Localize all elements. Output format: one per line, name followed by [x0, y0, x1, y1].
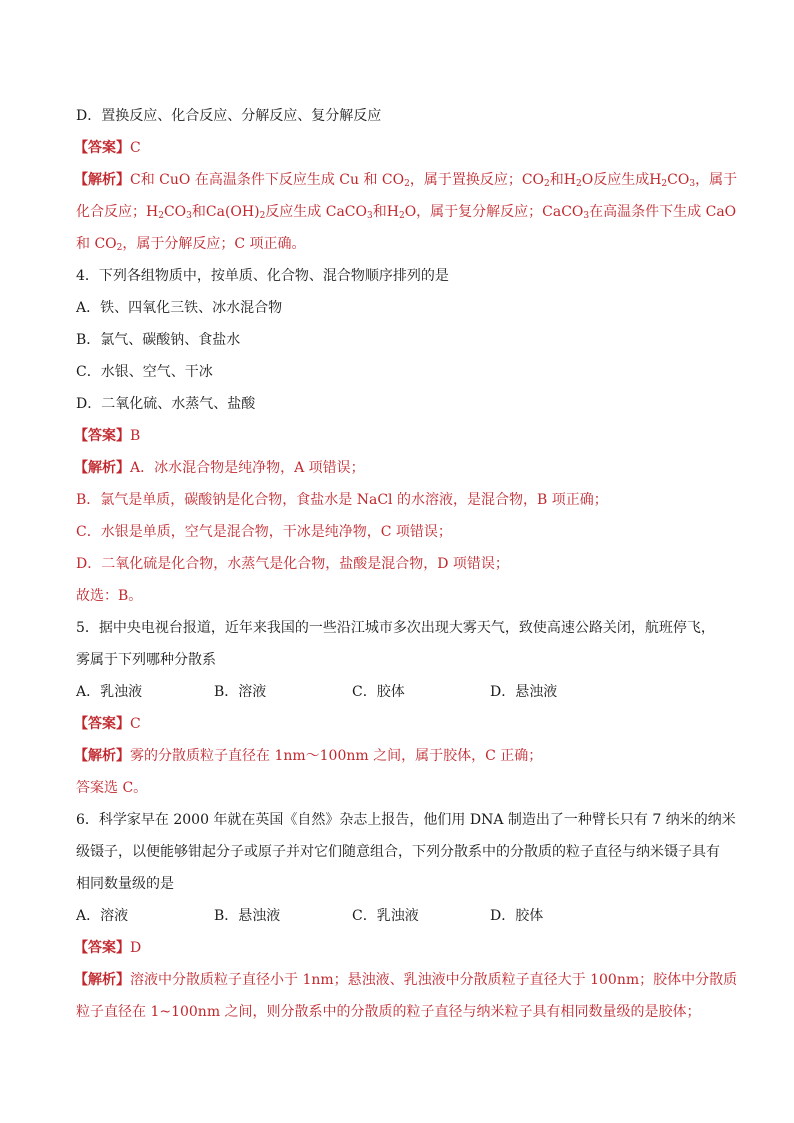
q5-options — [76, 676, 726, 708]
q4-conclusion: 故选：B。 — [76, 588, 143, 604]
q4-analysis-d: D．二氧化硫是化合物，水蒸气是化合物，盐酸是混合物，D 项错误； — [76, 556, 509, 572]
q4-answer — [76, 420, 726, 452]
q6-option-c: C．乳浊液 — [352, 908, 419, 924]
q6-analysis-line-2: 粒子直径在 1~100nm 之间，则分散系中的分散质的粒子直径与纳米粒子具有相同数量级的是胶体； — [76, 1004, 701, 1020]
q6-analysis-line-1 — [74, 964, 738, 996]
q4-analysis-c: C．水银是单质，空气是混合物，干冰是纯净物，C 项错误； — [76, 524, 452, 540]
answer-value: B — [130, 428, 141, 444]
answer-tag: 【答案】 — [74, 428, 130, 444]
answer-value: D — [130, 940, 142, 956]
answer-tag: 【答案】 — [74, 716, 130, 732]
text-run: ，属于分解反应；C 项正确。 — [122, 236, 306, 252]
text-run: A．冰水混合物是纯净物，A 项错误； — [130, 460, 365, 476]
text-run: 和 CO — [76, 236, 117, 252]
q6-stem-line-2: 级镊子，以便能够钳起分子或原子并对它们随意组合，下列分散系中的分散质的粒子直径与纳米镊子具有 — [76, 844, 720, 860]
text-run: 溶液中分散质粒子直径小于 1nm；悬浊液、乳浊液中分散质粒子直径大于 100nm；胶体中分散质 — [130, 972, 738, 988]
text-run: O，属于复分解反应；CaCO — [404, 204, 584, 220]
q5-conclusion: 答案选 C。 — [76, 780, 148, 796]
text-run: CO — [667, 172, 690, 188]
analysis-tag: 【解析】 — [74, 748, 130, 764]
text-run: ，属于 — [695, 172, 738, 188]
q5-option-c: C．胶体 — [352, 684, 405, 700]
q4-option-a: A．铁、四氧化三铁、冰水混合物 — [76, 300, 283, 316]
q5-stem-line-2: 雾属于下列哪种分散系 — [76, 652, 216, 668]
q3-analysis-line-1: 【解析】C和 CuO 在高温条件下反应生成 Cu 和 $CO_2$，属于置换反应；$CO_2$和$H_2O$反应生成$H_2CO_3$，属于 — [74, 172, 738, 189]
q6-option-a: A．溶液 — [76, 908, 129, 924]
q4-analysis-b: B．氯气是单质，碳酸钠是化合物，食盐水是 NaCl 的水溶液，是混合物，B 项正确； — [76, 492, 608, 508]
q6-answer — [76, 932, 726, 964]
analysis-tag: 【解析】 — [74, 172, 130, 188]
answer-tag: 【答案】 — [74, 140, 130, 156]
q5-option-a: A．乳浊液 — [76, 684, 143, 700]
q6-option-d: D．胶体 — [490, 908, 544, 924]
answer-value: C — [130, 716, 141, 732]
text-run: CO — [163, 204, 187, 220]
q4-stem: 4．下列各组物质中，按单质、化合物、混合物顺序排列的是 — [76, 268, 449, 284]
q6-option-b: B．悬浊液 — [214, 908, 281, 924]
q5-analysis — [76, 740, 726, 772]
q3-analysis-line-2: 化合反应；$H_2CO_3$和$Ca(OH)_2$反应生成 CaCO$_3$和$H_2O$，属于复分解反应；CaCO$_3$在高温条件下生成 CaO — [76, 204, 737, 221]
q4-option-d: D．二氧化硫、水蒸气、盐酸 — [76, 396, 256, 412]
q3-option-d: D．置换反应、化合反应、分解反应、复分解反应 — [76, 108, 382, 124]
text-run: 在高温条件下生成 CaO — [589, 204, 737, 220]
text-run: O反应生成H — [581, 172, 662, 188]
q5-option-b: B．溶液 — [214, 684, 267, 700]
analysis-tag: 【解析】 — [74, 972, 130, 988]
q5-answer — [76, 708, 726, 740]
q6-stem-line-1: 6．科学家早在 2000 年就在英国《自然》杂志上报告，他们用 DNA 制造出了一种臂长只有 7 纳米的纳米 — [76, 812, 736, 828]
q4-option-b: B．氯气、碳酸钠、食盐水 — [76, 332, 241, 348]
text-run: ，属于置换反应；CO — [409, 172, 545, 188]
q4-analysis-a — [76, 452, 726, 484]
document-page — [74, 100, 738, 1028]
q6-options — [76, 900, 726, 932]
text-run: C和 CuO 在高温条件下反应生成 Cu 和 CO — [130, 172, 405, 188]
text-run: 和H — [372, 204, 399, 220]
text-run: 反应生成 CaCO — [265, 204, 367, 220]
text-run: 和H — [549, 172, 576, 188]
q5-stem-line-1: 5．据中央电视台报道，近年来我国的一些沿江城市多次出现大雾天气，致使高速公路关闭，航班停飞， — [76, 620, 715, 636]
text-run: 化合反应；H — [76, 204, 159, 220]
q5-option-d: D．悬浊液 — [490, 684, 558, 700]
text-run: 和Ca(OH) — [191, 204, 260, 220]
q3-analysis-line-3: 和 $CO_2$，属于分解反应；C 项正确。 — [76, 236, 306, 253]
answer-tag: 【答案】 — [74, 940, 130, 956]
analysis-tag: 【解析】 — [74, 460, 130, 476]
q3-answer — [76, 132, 726, 164]
answer-value: C — [130, 140, 141, 156]
q4-option-c: C．水银、空气、干冰 — [76, 364, 213, 380]
q6-stem-line-3: 相同数量级的是 — [76, 876, 174, 892]
text-run: 雾的分散质粒子直径在 1nm～100nm 之间，属于胶体，C 正确； — [130, 748, 543, 764]
